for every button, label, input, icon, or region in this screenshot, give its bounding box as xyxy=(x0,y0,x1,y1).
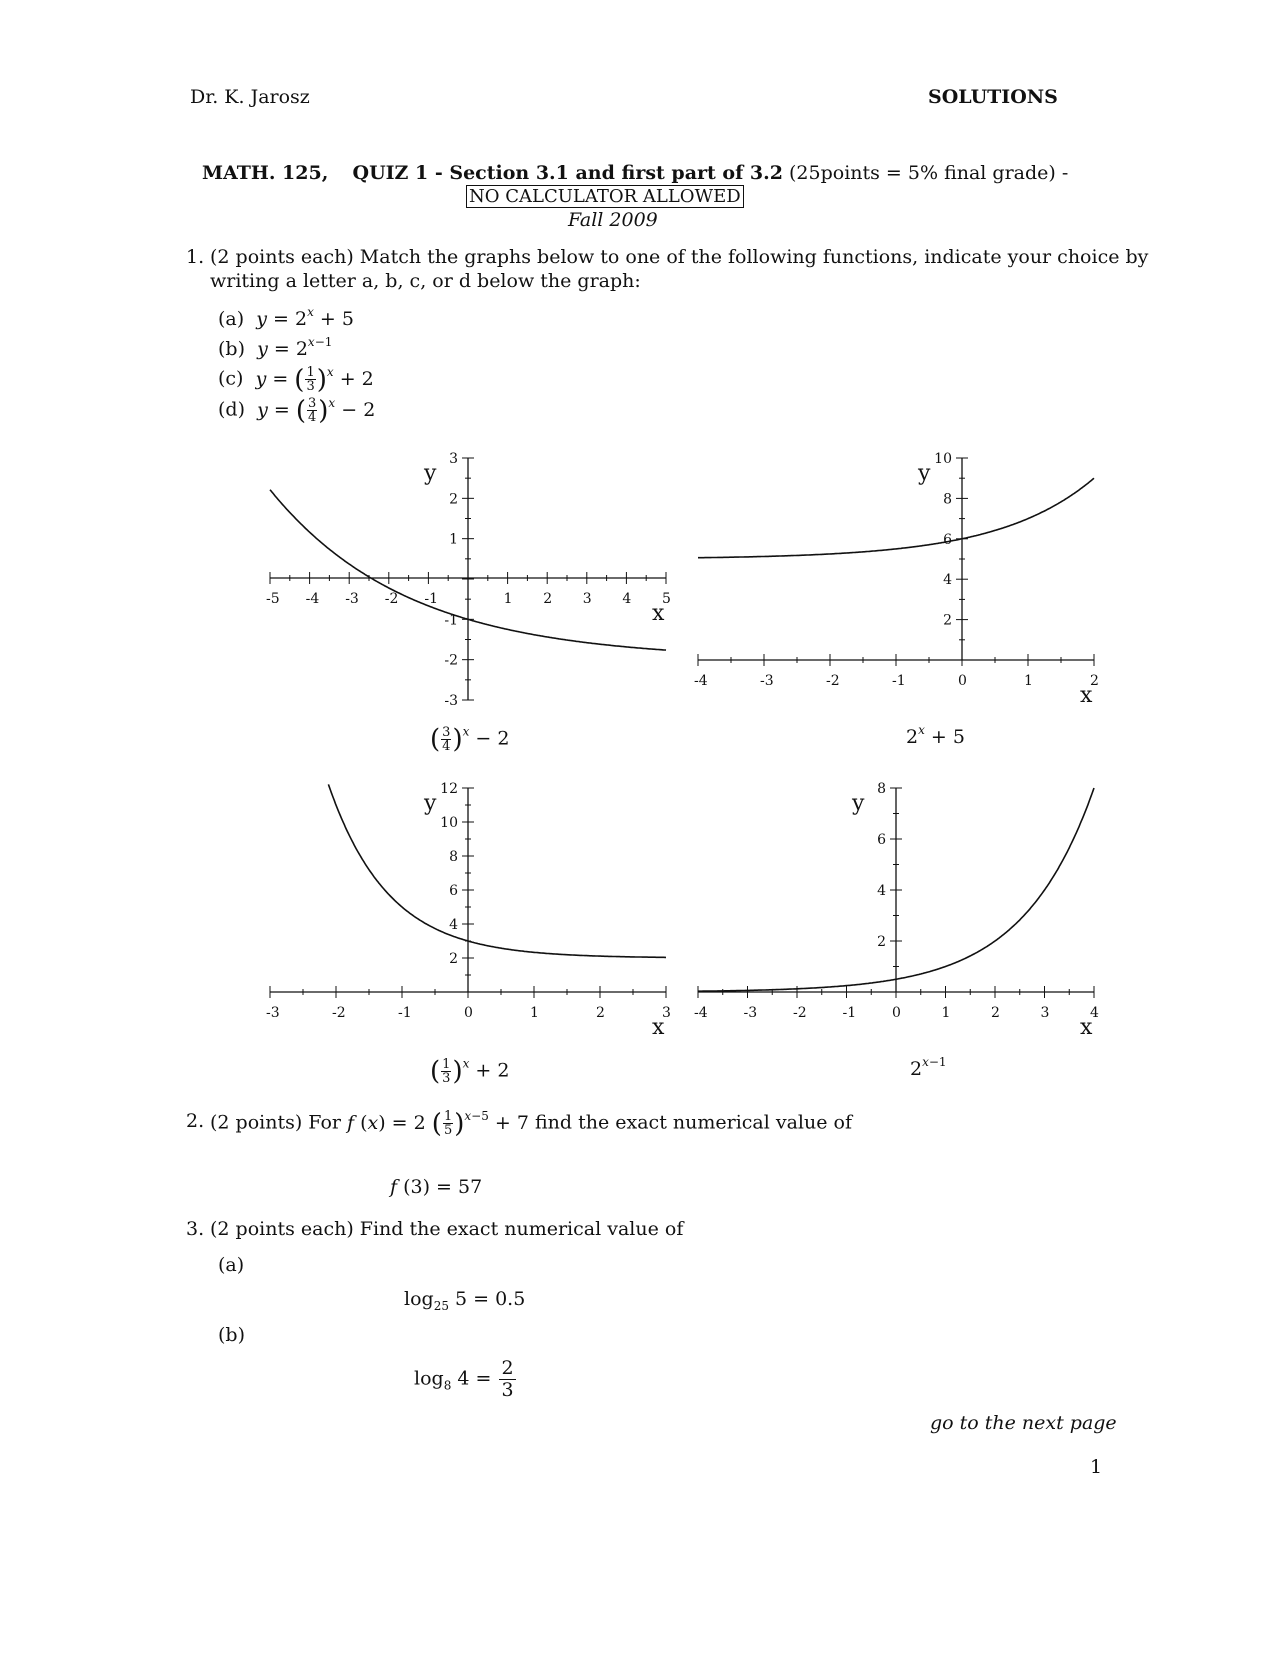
graph-1-y-tick-label: -2 xyxy=(444,652,458,669)
graph-1-y-tick-label: -3 xyxy=(444,693,458,709)
graph-4-y-tick-label: 6 xyxy=(877,832,886,848)
q2-prefix: (2 points) For xyxy=(210,1111,341,1134)
option-c-label: (c) xyxy=(218,367,244,390)
graph-2-x-tick-label: -1 xyxy=(892,673,906,689)
graph-2-x-label: x xyxy=(1080,683,1093,708)
option-c-expr: y = ( $\frac{1}{3}$ )$^x$ + 2 xyxy=(255,364,374,395)
graph-2-x-tick-label: -2 xyxy=(826,673,840,689)
course-code: MATH. 125, xyxy=(202,162,329,184)
graph-3-x-tick-label: 0 xyxy=(464,1005,473,1021)
graph-2-y-tick-label: 2 xyxy=(943,612,952,629)
graph-1-x-tick-label: 4 xyxy=(622,591,632,607)
graph-2-x-tick-label: -3 xyxy=(760,673,774,689)
graph-1-x-tick-label: 5 xyxy=(662,591,671,607)
graph-3-x-tick-label: 3 xyxy=(662,1005,671,1021)
graph-3-y-tick-label: 2 xyxy=(449,951,458,967)
answer-graph-4: $2^{x-1}$ xyxy=(910,1055,947,1080)
graph-4-x-tick-label: -4 xyxy=(694,1005,708,1021)
option-d-label: (d) xyxy=(218,398,245,421)
graph-4-x-tick-label: 0 xyxy=(892,1005,901,1021)
graph-1-x-tick-label: 3 xyxy=(582,591,592,607)
graph-3-x-tick-label: 1 xyxy=(530,1005,539,1021)
graph-2-y-label: y xyxy=(918,461,931,486)
next-page-note: go to the next page xyxy=(930,1412,1117,1434)
graph-4-x-tick-label: 3 xyxy=(1040,1005,1050,1021)
q1-number: 1. xyxy=(186,246,205,268)
graph-4-x-tick-label: -1 xyxy=(842,1005,857,1021)
graph-3-y-tick-label: 10 xyxy=(440,815,458,831)
graph-4-x-tick-label: -3 xyxy=(743,1005,758,1021)
graph-1-x-tick-label: -4 xyxy=(305,591,320,607)
graph-1-y-label: y xyxy=(424,461,437,486)
graph-1-x-tick-label: -3 xyxy=(345,591,359,607)
q2-function: f (x) = 2 ( $\frac{1}{5}$ )$^{x-5}$ + 7 xyxy=(347,1108,529,1139)
graph-3-y-tick-label: 8 xyxy=(449,849,458,865)
graph-4-y-tick-label: 4 xyxy=(877,883,886,899)
option-a-label: (a) xyxy=(218,308,245,330)
graph-1-y-tick-label: 2 xyxy=(449,491,458,508)
graph-2-curve xyxy=(698,478,1094,558)
graph-4-y-tick-label: 2 xyxy=(877,934,886,950)
term: Fall 2009 xyxy=(568,209,658,231)
graph-1-y-tick-label: 1 xyxy=(449,531,458,548)
graph-2-y-tick-label: 6 xyxy=(943,531,952,548)
graph-1-x-tick-label: -1 xyxy=(424,591,439,607)
q1-text-line1: (2 points each) Match the graphs below to one of the following functions, indicate your choice by xyxy=(210,246,1149,268)
graph-1-x-tick-label: -5 xyxy=(266,591,280,607)
graph-3-x-tick-label: -2 xyxy=(332,1005,346,1021)
q3-a-answer: $\log_{25} 5 = 0.5$ xyxy=(404,1288,526,1313)
q3-number: 3. xyxy=(186,1218,205,1240)
graph-2-y-tick-label: 4 xyxy=(943,572,952,589)
author-name: Dr. K. Jarosz xyxy=(190,86,310,108)
option-b-label: (b) xyxy=(218,338,245,360)
answer-graph-2: $2^x + 5$ xyxy=(906,723,965,748)
graph-1-x-tick-label: 1 xyxy=(503,591,513,607)
graph-1-x-tick-label: -2 xyxy=(384,591,399,607)
q3-b-answer: $\log_8 4$ = $\frac{2}{3}$ xyxy=(414,1357,514,1401)
graph-1-y-tick-label: -1 xyxy=(444,612,458,629)
graph-3-y-label: y xyxy=(424,791,437,816)
graph-3-y-tick-label: 4 xyxy=(449,917,458,933)
graph-1-y-tick-label: 3 xyxy=(449,451,458,467)
graph-2-x-tick-label: 2 xyxy=(1090,673,1099,689)
graph-3-x-tick-label: -1 xyxy=(398,1005,412,1021)
graph-4-y-label: y xyxy=(852,791,865,816)
answer-graph-3: ( $\frac{1}{3}$ )$^x$ + 2 xyxy=(430,1056,510,1087)
graph-4-x-tick-label: -2 xyxy=(793,1005,807,1021)
option-a-expr: $y = 2^x + 5$ xyxy=(256,305,354,330)
answer-graph-1: ( $\frac{3}{4}$ )$^x$ − 2 xyxy=(430,724,510,755)
q2-suffix: find the exact numerical value of xyxy=(535,1111,852,1134)
q2-number: 2. xyxy=(186,1110,205,1132)
option-d-expr: y = ( $\frac{3}{4}$ )$^x$ − 2 xyxy=(257,395,376,426)
graph-4-x-tick-label: 2 xyxy=(991,1005,1000,1021)
graph-2-x-tick-label: 0 xyxy=(958,673,967,689)
q3-text: (2 points each) Find the exact numerical value of xyxy=(210,1218,684,1240)
q3-a-label: (a) xyxy=(218,1254,245,1276)
q1-text-line2: writing a letter a, b, c, or d below the graph: xyxy=(210,270,641,292)
points-note: (25points = 5% final grade) - xyxy=(789,162,1069,184)
graph-2-x-tick-label: 1 xyxy=(1024,673,1033,689)
graph-3-x-tick-label: 2 xyxy=(596,1005,605,1021)
graph-4-y-tick-label: 8 xyxy=(877,781,886,797)
graph-4-x-tick-label: 1 xyxy=(941,1005,951,1021)
graph-4-x-tick-label: 4 xyxy=(1090,1005,1099,1021)
graph-3-y-tick-label: 12 xyxy=(440,781,458,797)
q2-answer: f (3) = 57 xyxy=(390,1176,483,1198)
q3-b-label: (b) xyxy=(218,1324,245,1346)
graph-1-x-tick-label: 2 xyxy=(543,591,553,607)
option-b-expr: $y = 2^{x-1}$ xyxy=(257,335,333,360)
graph-2-y-tick-label: 8 xyxy=(943,491,952,508)
notice-text: NO CALCULATOR ALLOWED xyxy=(466,185,744,208)
graph-3-y-tick-label: 6 xyxy=(449,883,458,899)
graph-2-y-tick-label: 10 xyxy=(934,451,952,467)
solutions-label: SOLUTIONS xyxy=(928,86,1058,108)
graph-3-x-label: x xyxy=(652,1015,665,1040)
page-number: 1 xyxy=(1090,1456,1103,1478)
graph-2-x-tick-label: -4 xyxy=(694,673,708,689)
graph-1-x-label: x xyxy=(652,601,665,626)
graph-3-x-tick-label: -3 xyxy=(266,1005,280,1021)
q2-text xyxy=(210,1110,852,1137)
graph-4-x-label: x xyxy=(1080,1015,1093,1040)
quiz-name: QUIZ 1 - Section 3.1 and first part of 3.2 xyxy=(352,162,783,184)
graph-3-curve xyxy=(328,784,666,957)
